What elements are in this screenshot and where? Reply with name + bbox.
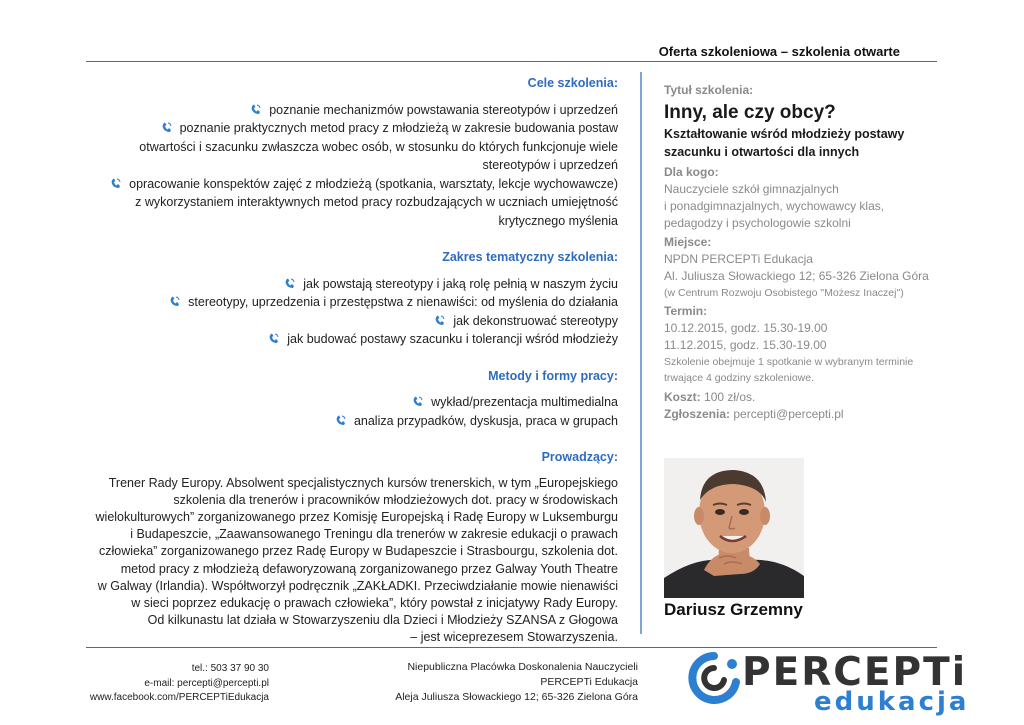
bio-line: w Galway (Irlandia). Współtworzył podręcznik „ZAKŁADKI. Przeciwdziałanie mowie nienawiści (97, 578, 618, 593)
date-line: 10.12.2015, godz. 15.30-19.00 (664, 321, 828, 335)
list-item: jak powstają stereotypy i jaką rolę pełnią w naszym życiu (86, 275, 618, 294)
trainer-photo (664, 458, 804, 598)
logo-text-edukacja: edukacja (814, 687, 970, 717)
footer-contact (86, 662, 269, 706)
place-label: Miejsce: (664, 235, 712, 249)
place-line: Al. Juliusza Słowackiego 12; 65-326 Zielona Góra (664, 269, 929, 283)
bio-line: – jest wiceprezesem Stowarzyszenia. (410, 630, 618, 645)
bullet-icon (435, 315, 445, 326)
place-note: (w Centrum Rozwoju Osobistego "Możesz Inaczej") (664, 287, 904, 299)
signup-label: Zgłoszenia: (664, 407, 731, 421)
methods-heading: Metody i formy pracy: (488, 368, 618, 383)
bullet-icon (285, 278, 295, 289)
trainer-bio (86, 475, 618, 647)
cost-row (664, 389, 954, 406)
list-item-continued: otwartości i szacunku zwłaszcza wobec osób, w stosunku do których funkcjonuje wiele (139, 139, 618, 154)
page-header-title: Oferta szkoleniowa – szkolenia otwarte (658, 44, 900, 59)
bio-line: szkolenia dla trenerów i pracowników młodzieżowych dot. pracy w środowiskach (173, 492, 618, 507)
bullet-icon (170, 296, 180, 307)
audience-line: Nauczyciele szkół gimnazjalnych (664, 182, 839, 196)
column-divider (640, 72, 642, 634)
footer-phone: tel.: 503 37 90 30 (191, 663, 269, 674)
list-item: opracowanie konspektów zajęć z młodzieżą (spotkania, warsztaty, lekcje wychowawcze) (86, 175, 618, 194)
audience-line: i ponadgimnazjalnych, wychowawcy klas, (664, 199, 885, 213)
list-item: wykład/prezentacja multimedialna (86, 393, 618, 412)
list-item: jak dekonstruować stereotypy (86, 312, 618, 331)
goals-list (86, 101, 618, 231)
header-divider (86, 61, 937, 62)
signup-email: percepti@percepti.pl (733, 407, 844, 421)
bio-line: Trener Rady Europy. Absolwent specjalistycznych kursów trenerskich, w tym „Europejskiego (108, 475, 618, 490)
cost-value: 100 zł/os. (704, 390, 756, 404)
goals-heading: Cele szkolenia: (527, 76, 618, 90)
list-item: poznanie praktycznych metod pracy z młodzieżą w zakresie budowania postaw (86, 119, 618, 138)
methods-list (86, 393, 618, 430)
bio-line: i Budapeszcie, „Zaawansowanego Treningu dla trenerów w zakresie edukacji o prawach (130, 527, 618, 542)
portrait-illustration (664, 458, 804, 598)
list-item-continued: z wykorzystaniem interaktywnych metod pracy rozbudzających w uczniach umiejętność (135, 195, 618, 209)
right-column (664, 82, 954, 423)
bullet-icon (413, 396, 423, 407)
bullet-icon (162, 122, 172, 133)
list-item: poznanie mechanizmów powstawania stereotypów i uprzedzeń (86, 101, 618, 120)
audience-label: Dla kogo: (664, 165, 719, 179)
bullet-icon (269, 333, 279, 344)
footer-org-line: Aleja Juliusza Słowackiego 12; 65-326 Zielona Góra (395, 691, 638, 703)
footer-facebook: www.facebook.com/PERCEPTiEdukacja (89, 692, 269, 703)
footer-divider (86, 647, 937, 648)
bio-line: Od kilkunastu lat działa w Stowarzyszeniu dla Dzieci i Młodzieży SZANSA z Głogowa (147, 613, 618, 628)
bio-line: w sieci poprzez edukację o prawach człowieka”, który powstał z inicjatywy Rady Europy. (131, 595, 618, 610)
footer-organization (360, 660, 638, 705)
list-item: stereotypy, uprzedzenia i przestępstwa z nienawiści: od myślenia do działania (86, 293, 618, 312)
list-item-continued: krytycznego myślenia (498, 213, 618, 228)
cost-label: Koszt: (664, 390, 701, 404)
training-subtitle-line: Kształtowanie wśród młodzieży postawy (664, 127, 905, 141)
left-column (86, 72, 618, 647)
bio-line: metod pracy z młodzieżą defaworyzowaną zorganizowanego przez Galway Youth Theatre (120, 561, 618, 576)
date-note-line: trwające 4 godziny szkoleniowe. (664, 372, 814, 384)
audience-line: pedagodzy i psychologowie szkolni (664, 216, 851, 230)
scope-heading: Zakres tematyczny szkolenia: (442, 250, 618, 264)
scope-list (86, 275, 618, 349)
bio-line: wielokulturowych” zorganizowanego przez Komisję Europejską i Radę Europy w Luksemburgu (95, 509, 618, 524)
bullet-icon (251, 104, 261, 115)
training-subtitle-line: szacunku i otwartości dla innych (664, 145, 860, 159)
date-line: 11.12.2015, godz. 15.30-19.00 (664, 338, 827, 352)
footer-email: e-mail: percepti@percepti.pl (144, 677, 269, 689)
list-item-continued: stereotypów i uprzedzeń (482, 158, 618, 172)
signup-row (664, 406, 954, 423)
bullet-icon (111, 178, 121, 189)
footer-org-line: Niepubliczna Placówka Doskonalenia Nauczycieli (407, 661, 638, 673)
footer-org-line: PERCEPTi Edukacja (540, 676, 638, 688)
bio-line: człowieka” zorganizowanego przez Radę Europy w Budapeszcie i Strasbourgu, szkolenia dot. (98, 544, 618, 559)
trainer-name: Dariusz Grzemny (664, 600, 803, 619)
date-note-line: Szkolenie obejmuje 1 spotkanie w wybranym terminie (664, 356, 914, 368)
list-item: jak budować postawy szacunku i tolerancji wśród młodzieży (86, 330, 618, 349)
date-label: Termin: (664, 304, 708, 318)
percepti-logo (686, 650, 970, 718)
training-title: Inny, ale czy obcy? (664, 102, 836, 123)
logo-text-percepti: PERCEPTi (742, 650, 968, 695)
logo-mark-icon (688, 652, 740, 708)
list-item: analiza przypadków, dyskusja, praca w grupach (86, 412, 618, 431)
title-label: Tytuł szkolenia: (664, 83, 754, 97)
place-line: NPDN PERCEPTi Edukacja (664, 252, 813, 266)
bullet-icon (336, 415, 346, 426)
trainer-heading: Prowadzący: (541, 450, 618, 464)
